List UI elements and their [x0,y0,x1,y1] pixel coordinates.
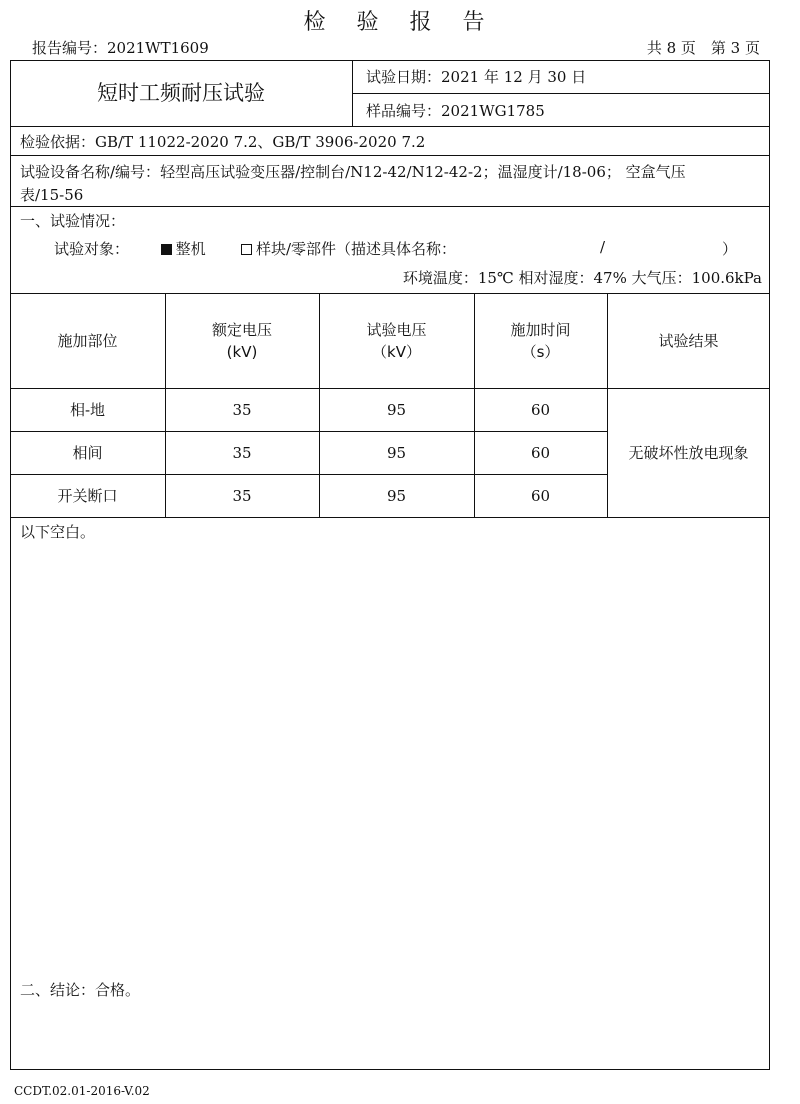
header-apply-time [474,293,607,388]
table-cell-test: 95 [386,443,407,462]
test-object-label: 试验对象： [54,240,130,258]
table-cell-part: 相-地 [69,400,106,419]
equipment-value-line1: 轻型高压试验变压器/控制台/N12-42/N12-42-2；温湿度计/18-06； 空盒气压 [160,163,686,181]
test-object-option-sample [241,238,456,259]
blank-note: 以下空白。 [20,523,96,541]
checkbox-unchecked-icon [241,244,252,255]
equipment-label: 试验设备名称/编号： [20,163,161,181]
header-apply-part-label: 施加部位 [57,331,118,350]
test-basis-label: 检验依据： [20,133,96,151]
table-bottom-line [10,517,770,518]
sample-number-value: 2021WG1785 [441,102,545,120]
table-cell-rated: 35 [232,400,252,419]
test-date-label: 试验日期： [366,68,442,86]
header-apply-part [10,293,165,388]
header-test-result [607,293,770,388]
table-cell-rated: 35 [232,486,252,505]
table-cell-part: 开关断口 [57,486,118,505]
environment-conditions: 环境温度：15℃ 相对湿度：47% 大气压：100.6kPa [402,269,762,287]
option-whole-label: 整机 [175,240,206,258]
checkbox-checked-icon [161,244,172,255]
page-info: 共 8 页 第 3 页 [646,39,760,57]
test-basis-value: GB/T 11022-2020 7.2、GB/T 3906-2020 7.2 [95,133,426,151]
test-date-value: 2021 年 12 月 30 日 [441,68,587,86]
footer-code: CCDT.02.01-2016-V.02 [14,1084,150,1098]
sample-name-value: / [600,238,606,256]
divider [10,126,770,127]
header-rated-voltage-label: 额定电压 [211,320,272,339]
header-test-voltage-unit: （kV） [372,342,421,361]
equipment-line-1 [20,161,686,182]
header-apply-time-label: 施加时间 [510,320,571,339]
header-rated-voltage [165,293,319,388]
conclusion [20,979,140,1000]
table-cell-part: 相间 [72,443,103,462]
table-cell-time: 60 [530,400,551,419]
table-cell-result: 无破坏性放电现象 [628,443,749,462]
header-test-voltage-label: 试验电压 [366,320,427,339]
close-paren: ） [722,240,738,258]
sample-number [366,100,545,121]
header-test-result-label: 试验结果 [658,331,719,350]
table-cell-time: 60 [530,486,551,505]
conclusion-label: 二、结论： [20,981,96,999]
header-rated-voltage-unit: (kV) [226,342,258,361]
divider [10,206,770,207]
table-cell-rated: 35 [232,443,252,462]
test-object-line [54,238,206,259]
table-cell-test: 95 [386,486,407,505]
document-title: 检 验 报 告 [303,10,497,35]
header-apply-time-unit: （s） [521,342,560,361]
equipment-value-line2: 表/15-56 [20,186,84,204]
situation-heading: 一、试验情况： [20,212,126,230]
divider [10,155,770,156]
table-cell-test: 95 [386,400,407,419]
option-sample-label: 样块/零部件（描述具体名称： [256,240,457,258]
divider [352,60,353,126]
test-name: 短时工频耐压试验 [97,81,265,105]
sample-number-label: 样品编号： [366,102,442,120]
test-date [366,66,586,87]
conclusion-value: 合格。 [95,981,141,999]
header-test-voltage [319,293,474,388]
report-number: 报告编号：2021WT1609 [32,39,209,57]
test-basis [20,131,425,152]
table-cell-time: 60 [530,443,551,462]
divider [352,93,770,94]
